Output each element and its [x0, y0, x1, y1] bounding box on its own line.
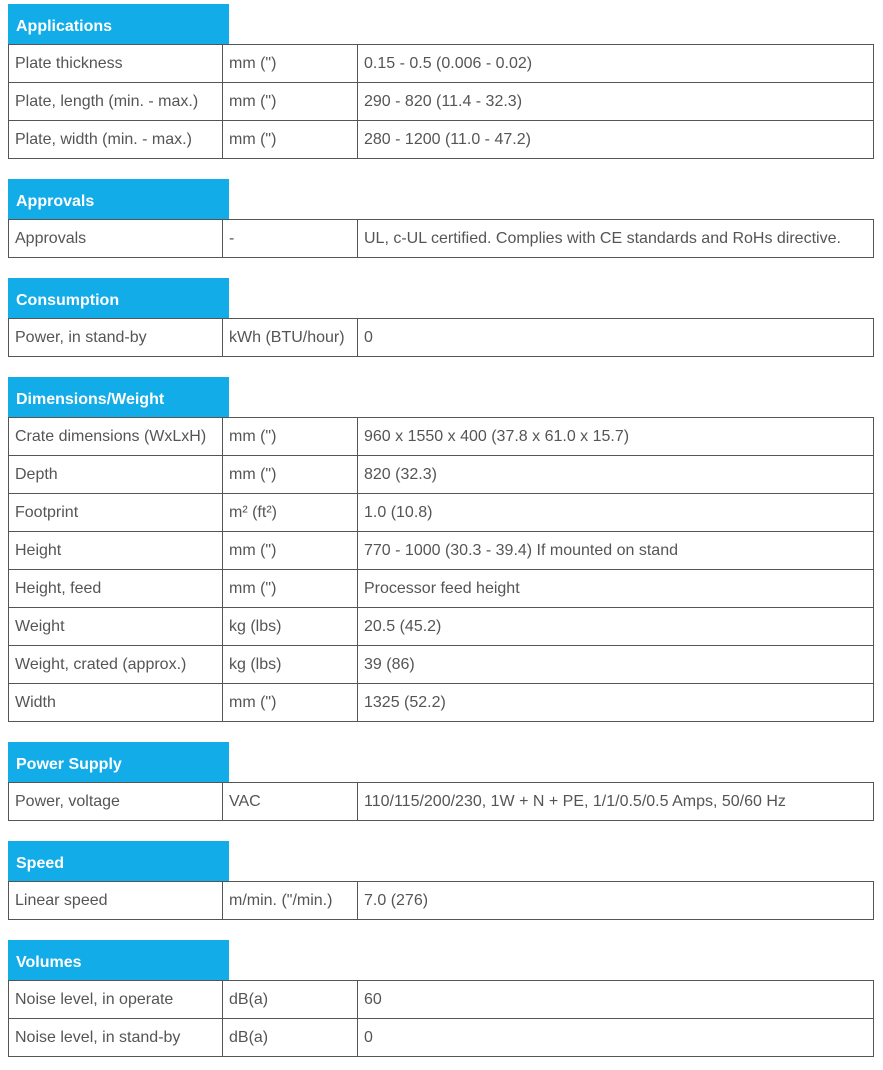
spec-label: Weight	[9, 608, 223, 646]
spec-unit: mm (")	[223, 45, 358, 83]
spec-label: Power, in stand-by	[9, 319, 223, 357]
spec-unit: dB(a)	[223, 1019, 358, 1057]
table-row	[9, 418, 874, 456]
spec-label: Noise level, in operate	[9, 981, 223, 1019]
spec-unit: kWh (BTU/hour)	[223, 319, 358, 357]
spec-table	[8, 318, 874, 357]
spec-value: 60	[358, 981, 874, 1019]
spec-label: Plate thickness	[9, 45, 223, 83]
section-title: Dimensions/Weight	[8, 377, 229, 417]
table-row	[9, 783, 874, 821]
section-approvals	[8, 179, 873, 258]
table-row	[9, 1019, 874, 1057]
spec-unit: mm (")	[223, 456, 358, 494]
table-row	[9, 45, 874, 83]
spec-unit: m² (ft²)	[223, 494, 358, 532]
spec-value: 7.0 (276)	[358, 882, 874, 920]
spec-table	[8, 980, 874, 1057]
spec-label: Linear speed	[9, 882, 223, 920]
spec-value: 39 (86)	[358, 646, 874, 684]
table-row	[9, 532, 874, 570]
section-title: Approvals	[8, 179, 229, 219]
spec-table	[8, 881, 874, 920]
spec-label: Crate dimensions (WxLxH)	[9, 418, 223, 456]
table-row	[9, 121, 874, 159]
table-row	[9, 570, 874, 608]
spec-value: 290 - 820 (11.4 - 32.3)	[358, 83, 874, 121]
table-row	[9, 83, 874, 121]
spec-unit: -	[223, 220, 358, 258]
spec-unit: dB(a)	[223, 981, 358, 1019]
spec-unit: mm (")	[223, 418, 358, 456]
spec-table	[8, 219, 874, 258]
spec-label: Noise level, in stand-by	[9, 1019, 223, 1057]
table-row	[9, 882, 874, 920]
spec-value: 960 x 1550 x 400 (37.8 x 61.0 x 15.7)	[358, 418, 874, 456]
spec-value: UL, c-UL certified. Complies with CE standards and RoHs directive.	[358, 220, 874, 258]
spec-label: Height, feed	[9, 570, 223, 608]
spec-value: Processor feed height	[358, 570, 874, 608]
table-row	[9, 646, 874, 684]
table-row	[9, 684, 874, 722]
spec-value: 280 - 1200 (11.0 - 47.2)	[358, 121, 874, 159]
spec-label: Weight, crated (approx.)	[9, 646, 223, 684]
spec-label: Plate, length (min. - max.)	[9, 83, 223, 121]
section-title: Volumes	[8, 940, 229, 980]
spec-label: Depth	[9, 456, 223, 494]
spec-unit: mm (")	[223, 532, 358, 570]
section-title: Power Supply	[8, 742, 229, 782]
spec-value: 770 - 1000 (30.3 - 39.4) If mounted on stand	[358, 532, 874, 570]
spec-table	[8, 782, 874, 821]
table-row	[9, 494, 874, 532]
spec-value: 820 (32.3)	[358, 456, 874, 494]
spec-unit: VAC	[223, 783, 358, 821]
spec-unit: mm (")	[223, 83, 358, 121]
section-volumes	[8, 940, 873, 1057]
spec-unit: kg (lbs)	[223, 608, 358, 646]
spec-value: 0	[358, 319, 874, 357]
section-title: Speed	[8, 841, 229, 881]
spec-table	[8, 44, 874, 159]
table-row	[9, 608, 874, 646]
spec-value: 1325 (52.2)	[358, 684, 874, 722]
table-row	[9, 319, 874, 357]
section-title: Consumption	[8, 278, 229, 318]
section-power-supply	[8, 742, 873, 821]
spec-unit: mm (")	[223, 570, 358, 608]
spec-label: Width	[9, 684, 223, 722]
spec-label: Plate, width (min. - max.)	[9, 121, 223, 159]
section-dimensions-weight	[8, 377, 873, 722]
section-speed	[8, 841, 873, 920]
spec-label: Approvals	[9, 220, 223, 258]
spec-unit: m/min. ("/min.)	[223, 882, 358, 920]
spec-unit: mm (")	[223, 684, 358, 722]
spec-label: Footprint	[9, 494, 223, 532]
section-applications	[8, 4, 873, 159]
spec-unit: kg (lbs)	[223, 646, 358, 684]
spec-value: 0.15 - 0.5 (0.006 - 0.02)	[358, 45, 874, 83]
section-title: Applications	[8, 4, 229, 44]
spec-unit: mm (")	[223, 121, 358, 159]
spec-value: 20.5 (45.2)	[358, 608, 874, 646]
table-row	[9, 456, 874, 494]
spec-value: 1.0 (10.8)	[358, 494, 874, 532]
spec-table	[8, 417, 874, 722]
table-row	[9, 220, 874, 258]
spec-label: Power, voltage	[9, 783, 223, 821]
spec-label: Height	[9, 532, 223, 570]
section-consumption	[8, 278, 873, 357]
spec-value: 110/115/200/230, 1W + N + PE, 1/1/0.5/0.5 Amps, 50/60 Hz	[358, 783, 874, 821]
spec-value: 0	[358, 1019, 874, 1057]
table-row	[9, 981, 874, 1019]
